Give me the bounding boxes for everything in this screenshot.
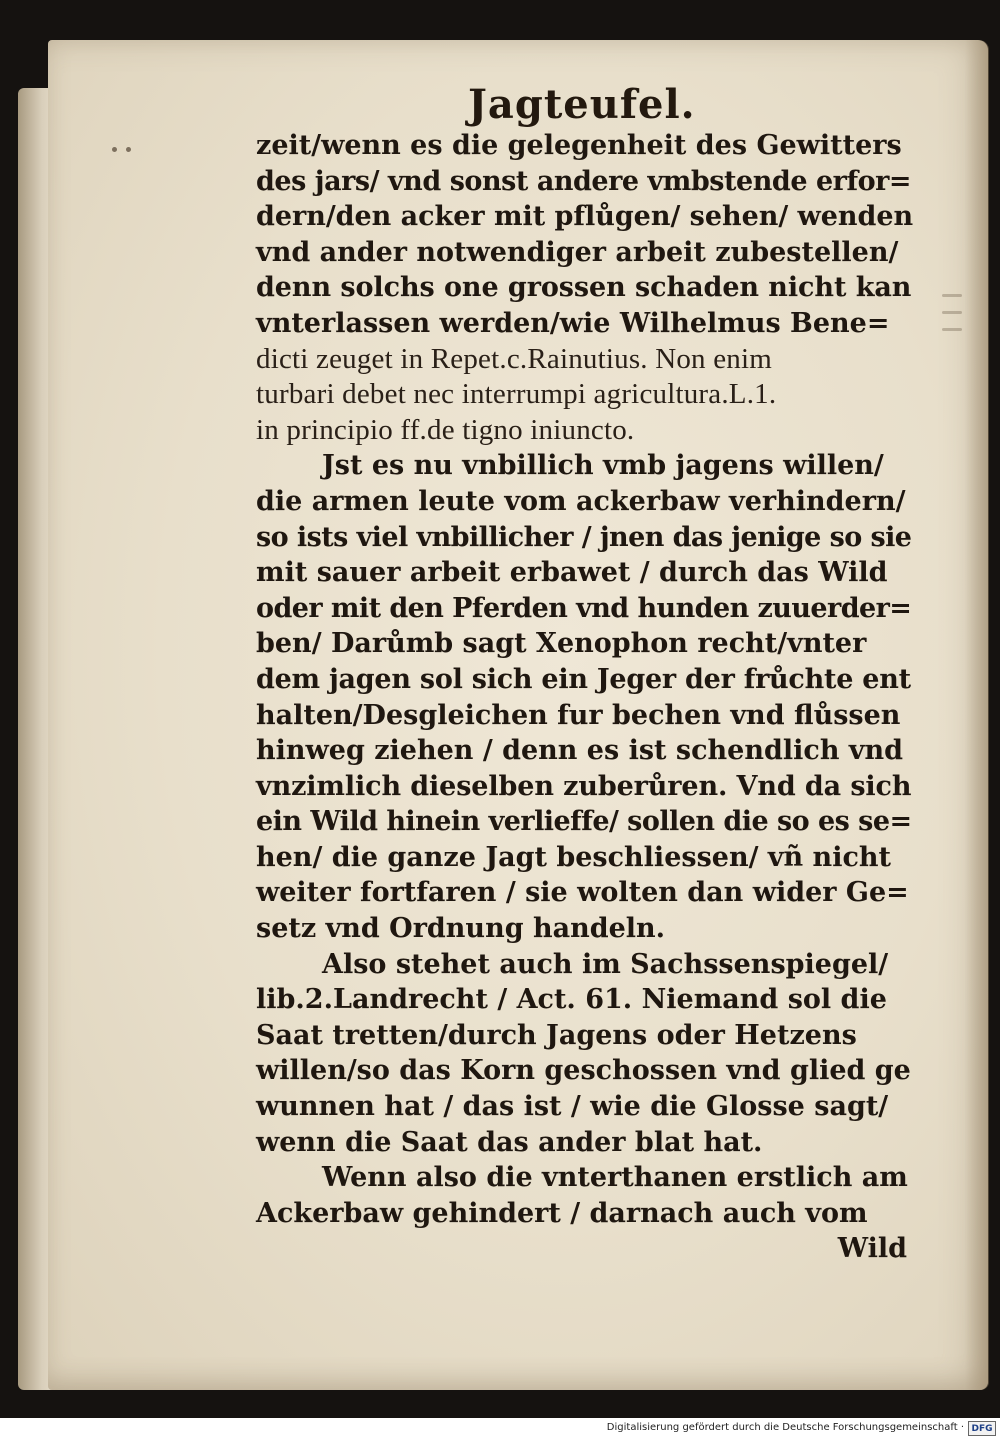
text-line: Jst es nu vnbillich vmb jagens willen/ (322, 450, 884, 482)
text-line: wunnen hat / das ist / wie die Glosse sagt/ (256, 1091, 889, 1123)
text-line: ein Wild hinein verlieffe/ sollen die so es se= (256, 806, 912, 838)
text-line: hinweg ziehen / denn es ist schendlich vnd (256, 735, 904, 767)
dfg-logo: DFG (968, 1421, 996, 1436)
text-block (256, 128, 914, 1267)
text-line: turbari debet nec interrumpi agricultura.L.1. (256, 378, 777, 411)
text-line: wenn die Saat das ander blat hat. (256, 1126, 763, 1158)
catchword: Wild (837, 1233, 907, 1265)
text-line: vnterlassen werden/wie Wilhelmus Bene= (256, 307, 890, 339)
text-line: willen/so das Korn geschossen vnd glied ge (256, 1055, 911, 1087)
text-line: dem jagen sol sich ein Jeger der frůchte ent (256, 663, 911, 695)
text-line: Also stehet auch im Sachssenspiegel/ (322, 948, 889, 980)
text-line: zeit/wenn es die gelegenheit des Gewitters (256, 130, 902, 161)
text-line: setz vnd Ordnung handeln. (256, 913, 666, 945)
text-line: dicti zeuget in Repet.c.Rainutius. Non enim (256, 342, 772, 375)
text-line: in principio ff.de tigno iniuncto. (256, 413, 635, 446)
page-right-edge (965, 40, 989, 1390)
text-line: die armen leute vom ackerbaw verhindern/ (256, 485, 906, 517)
text-line: oder mit den Pferden vnd hunden zuuerder= (256, 592, 912, 624)
text-line: vnzimlich dieselben zuberůren. Vnd da sich (256, 770, 912, 802)
text-line: dern/den acker mit pflůgen/ sehen/ wenden (256, 201, 914, 233)
footer-credit: Digitalisierung gefördert durch die Deutsche Forschungsgemeinschaft · (606, 1422, 964, 1433)
footer-bar (0, 1418, 1000, 1440)
text-line: des jars/ vnd sonst andere vmbstende erfor= (256, 165, 912, 197)
text-line: ben/ Darůmb sagt Xenophon recht/vnter (256, 628, 867, 660)
text-line: so ists viel vnbillicher / jnen das jenige so sie (256, 521, 912, 553)
text-line: Saat tretten/durch Jagens oder Hetzens (256, 1019, 857, 1051)
text-line: Wenn also die vnterthanen erstlich am (322, 1162, 908, 1194)
text-line: Ackerbaw gehindert / darnach auch vom (256, 1197, 868, 1229)
text-line: vnd ander notwendiger arbeit zubestellen/ (256, 236, 899, 268)
text-line: lib.2.Landrecht / Act. 61. Niemand sol die (256, 984, 887, 1016)
text-line: weiter fortfaren / sie wolten dan wider Ge= (256, 877, 909, 909)
text-line: denn solchs one grossen schaden nicht kan (256, 272, 912, 304)
text-line: mit sauer arbeit erbawet / durch das Wild (256, 557, 888, 589)
running-head: Jagteufel. (468, 81, 696, 128)
margin-mark (112, 144, 134, 156)
bleed-through-marks (942, 280, 962, 390)
text-line: halten/Desgleichen fur bechen vnd flůssen (256, 699, 901, 731)
text-line: hen/ die ganze Jagt beschliessen/ vñ nicht (256, 841, 891, 873)
